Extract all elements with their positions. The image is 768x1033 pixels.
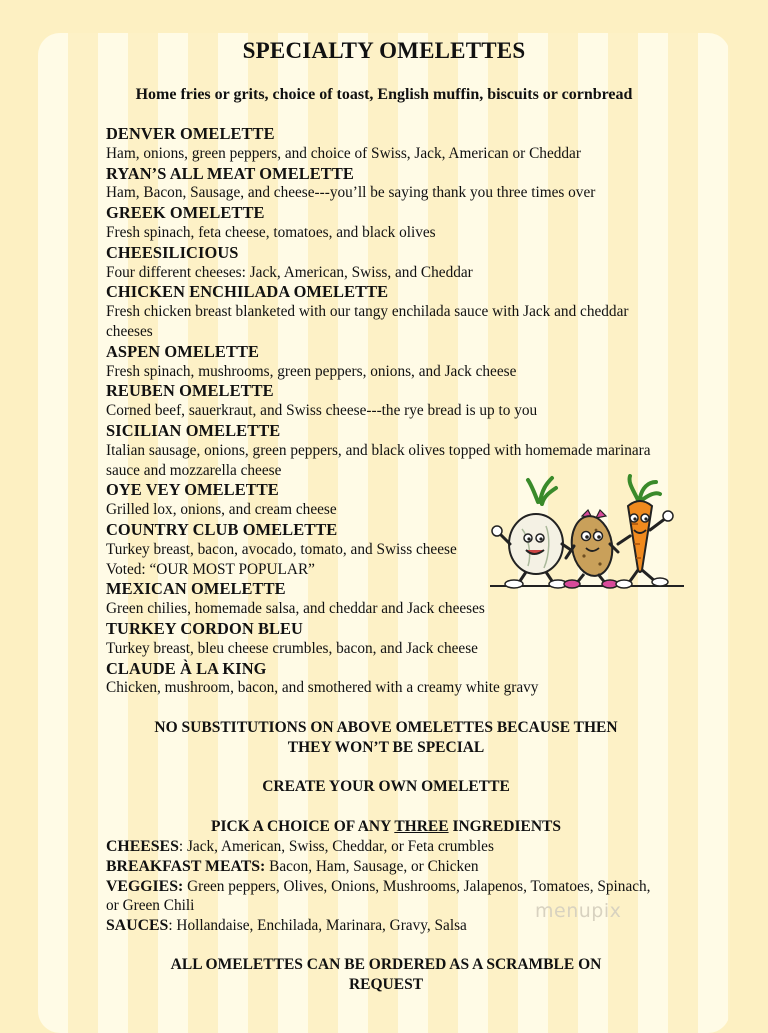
page-title: SPECIALTY OMELETTES	[242, 38, 526, 63]
potato-icon	[564, 510, 618, 588]
meats-line	[106, 857, 666, 877]
menu-item-name: REUBEN OMELETTE	[106, 381, 274, 401]
cheeses-line	[106, 837, 666, 857]
menu-item-description: Italian sausage, onions, green peppers, and black olives topped with homemade marinara sauce and mozzarella cheese	[106, 441, 651, 479]
menu-item-name: COUNTRY CLUB OMELETTE	[106, 519, 338, 539]
menu-item-name: GREEK OMELETTE	[106, 203, 265, 223]
meats-value: Bacon, Ham, Sausage, or Chicken	[265, 857, 479, 875]
cheeses-value: : Jack, American, Swiss, Cheddar, or Feta crumbles	[178, 838, 494, 855]
menu-item-description: Chicken, mushroom, bacon, and smothered with a creamy white gravy	[106, 679, 539, 697]
menu-item-name: CLAUDE À LA KING	[106, 658, 267, 678]
menu-item-description: Fresh spinach, mushrooms, green peppers, onions, and Jack cheese	[106, 362, 517, 380]
pick-suffix: INGREDIENTS	[448, 818, 561, 835]
menu-item-name: SICILIAN OMELETTE	[106, 420, 281, 440]
menu-item-name: RYAN’S ALL MEAT OMELETTE	[106, 163, 354, 183]
veggies-label: VEGGIES:	[106, 877, 184, 895]
meats-label: BREAKFAST MEATS:	[106, 857, 266, 875]
onion-icon	[492, 478, 574, 588]
sauces-value: : Hollandaise, Enchilada, Marinara, Gravy, Salsa	[168, 917, 467, 935]
menu-item-description: Turkey breast, bacon, avocado, tomato, and Swiss cheese	[106, 540, 457, 558]
menu-item-description: Green chilies, homemade salsa, and cheddar and Jack cheeses	[106, 600, 485, 618]
menu-item-description: Four different cheeses: Jack, American, Swiss, and Cheddar	[106, 263, 473, 281]
menu-item-description: Corned beef, sauerkraut, and Swiss cheese---the rye bread is up to you	[106, 402, 538, 420]
menu-item-description: Grilled lox, onions, and cream cheese	[106, 501, 337, 519]
sides-subtitle: Home fries or grits, choice of toast, English muffin, biscuits or cornbread	[135, 86, 633, 103]
notice-line-1: NO SUBSTITUTIONS ON ABOVE OMELETTES BECAUSE THEN	[154, 719, 618, 736]
scramble-line-2: REQUEST	[348, 976, 424, 993]
sauces-label: SAUCES	[106, 917, 169, 935]
menu-item-name: CHICKEN ENCHILADA OMELETTE	[106, 282, 389, 302]
menu-item-description: Turkey breast, bleu cheese crumbles, bacon, and Jack cheese	[106, 639, 478, 657]
menu-item-name: CHEESILICIOUS	[106, 242, 239, 262]
menu-item-description: Fresh chicken breast blanketed with our tangy enchilada sauce with Jack and cheddar cheeses	[106, 303, 629, 340]
pick-emphasis: THREE	[394, 818, 449, 835]
create-your-own-heading: CREATE YOUR OWN OMELETTE	[262, 778, 510, 795]
omelette-list	[106, 124, 666, 698]
scramble-line-1: ALL OMELETTES CAN BE ORDERED AS A SCRAMBLE ON	[170, 956, 602, 973]
menu-item-description: Fresh spinach, feta cheese, tomatoes, and black olives	[106, 223, 436, 241]
veggies-value: Green peppers, Olives, Onions, Mushrooms, Jalapenos, Tomatoes, Spinach, or Green Chili	[106, 877, 651, 915]
menu-item-name: OYE VEY OMELETTE	[106, 480, 279, 500]
menu-item-name: TURKEY CORDON BLEU	[106, 618, 303, 638]
menu-item-name: MEXICAN OMELETTE	[106, 579, 286, 599]
watermark: menupix	[535, 900, 622, 922]
notice-line-2: THEY WON’T BE SPECIAL	[287, 739, 485, 756]
menu-item-name: ASPEN OMELETTE	[106, 341, 260, 361]
no-substitutions-notice	[100, 718, 672, 758]
dancing-vegetables-illustration	[488, 474, 688, 589]
pick-prefix: PICK A CHOICE OF ANY	[211, 818, 395, 835]
menu-item-description: Ham, onions, green peppers, and choice of Swiss, Jack, American or Cheddar	[106, 144, 581, 162]
pick-three-heading	[100, 817, 672, 837]
menu-item-description: Ham, Bacon, Sausage, and cheese---you’ll be saying thank you three times over	[106, 184, 596, 202]
scramble-notice	[100, 955, 672, 995]
menu-item-name: DENVER OMELETTE	[106, 124, 275, 143]
menu-item-note: Voted: “OUR MOST POPULAR”	[106, 560, 315, 578]
carrot-icon	[616, 476, 673, 588]
cheeses-label: CHEESES	[106, 838, 179, 855]
